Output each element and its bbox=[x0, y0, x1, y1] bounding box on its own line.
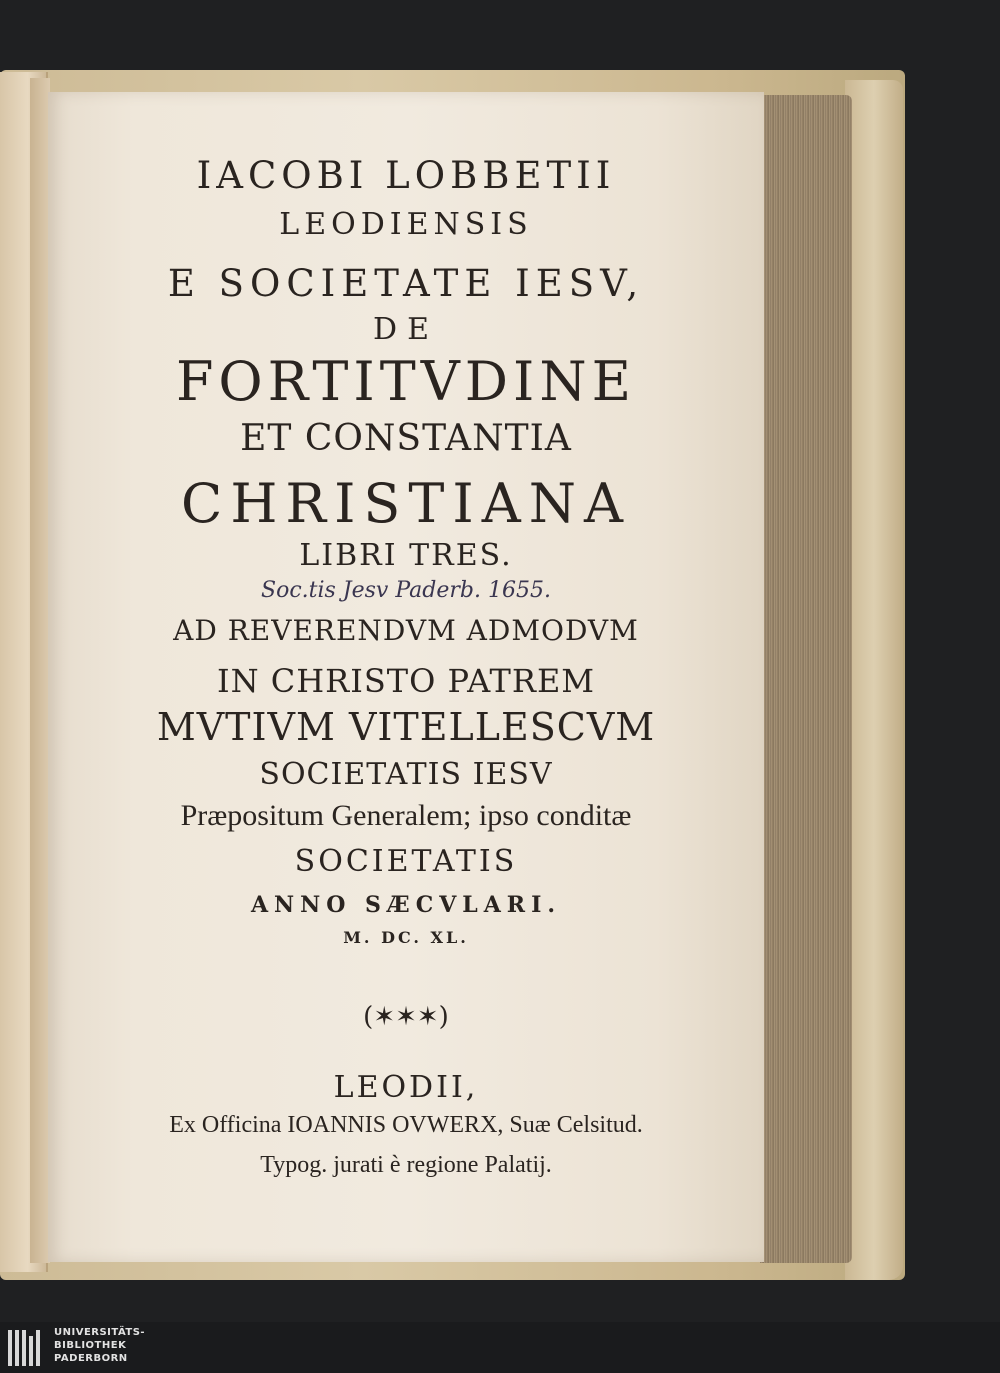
main-title-line-3: CHRISTIANA bbox=[181, 472, 631, 535]
logo-line-3: PADERBORN bbox=[54, 1353, 128, 1364]
printer-ornament: (✶✶✶) bbox=[363, 1002, 449, 1032]
dedication-line-5: Præpositum Generalem; ipso conditæ bbox=[180, 799, 632, 832]
dedication-line-1: AD REVERENDVM ADMODVM bbox=[173, 614, 639, 647]
library-footer bbox=[0, 1322, 1000, 1373]
main-title-line-1: FORTITVDINE bbox=[175, 350, 637, 413]
origin-line: LEODIENSIS bbox=[279, 207, 533, 242]
main-title-line-2: ET CONSTANTIA bbox=[240, 418, 572, 459]
year-line: M. DC. XL. bbox=[343, 928, 469, 947]
imprint-place: LEODII, bbox=[333, 1070, 479, 1105]
logo-line-2: BIBLIOTHEK bbox=[54, 1340, 127, 1351]
library-logo-text bbox=[54, 1326, 145, 1365]
logo-line-1: UNIVERSITÄTS- bbox=[54, 1327, 146, 1338]
imprint-location: Typog. jurati è regione Palatij. bbox=[260, 1152, 552, 1178]
title-page bbox=[48, 92, 764, 1262]
dedication-line-4: SOCIETATIS IESV bbox=[259, 757, 553, 792]
dedication-line-6: SOCIETATIS bbox=[294, 844, 518, 879]
de-line: DE bbox=[373, 312, 439, 347]
library-logo-icon bbox=[8, 1330, 48, 1366]
books-line: LIBRI TRES. bbox=[299, 538, 513, 573]
anniversary-line: ANNO SÆCVLARI. bbox=[250, 892, 562, 918]
dedication-line-3: MVTIVM VITELLESCVM bbox=[156, 705, 656, 749]
cover-edge bbox=[845, 80, 903, 1280]
author-line: IACOBI LOBBETII bbox=[196, 154, 616, 197]
society-line: E SOCIETATE IESV, bbox=[167, 262, 645, 305]
dedication-line-2: IN CHRISTO PATREM bbox=[216, 662, 596, 700]
page-block-edges bbox=[760, 95, 852, 1263]
imprint-printer: Ex Officina IOANNIS OVWERX, Suæ Celsitud. bbox=[169, 1112, 643, 1138]
gutter-shadow bbox=[30, 78, 50, 1263]
handwritten-ownership-note: Soc.tis Jesv Paderb. 1655. bbox=[261, 578, 551, 603]
title-page-text bbox=[48, 92, 764, 1262]
